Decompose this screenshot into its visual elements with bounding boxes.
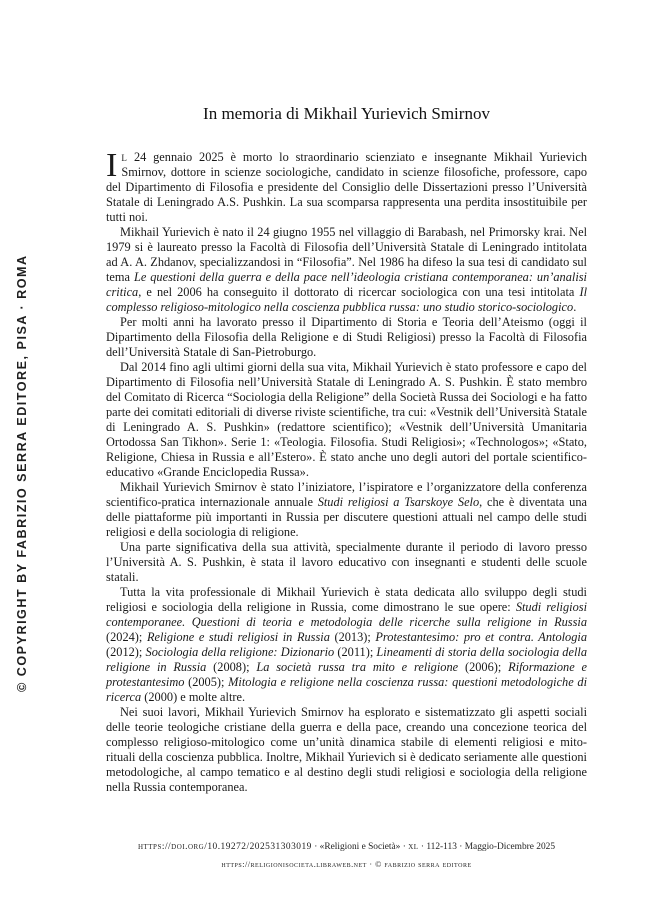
thesis-title-2006: Il complesso religioso-mitologico nella coscienza pubblica russa: uno studio storico-sociologico: [106, 285, 587, 314]
paragraph-7-text-o: (2005);: [184, 675, 229, 689]
work-title-2000: Mitologia e religione nella coscienza russa: questioni metodologiche di ricerca: [106, 675, 588, 704]
paragraph-7-text-g: (2012);: [106, 645, 146, 659]
paragraph-8: Nei suoi lavori, Mikhail Yurievich Smirnov ha esplorato e sistematizzato gli aspetti sociali delle teorie teologiche cristiane della guerra e della pace, creando una concezione teorica del complesso religioso-mitologico come un’unità dinamica stabile di elementi religiosi e mito-rituali della coscienza pubblica. Inoltre, Mikhail Yurievich si è dedicato seriamente alle questioni metodologiche, al campo tematico e al destino degli studi religiosi e sociologia della religione nella Russia contemporanea.: [106, 705, 587, 794]
work-title-2012: Protestantesimo: pro et contra. Antologia: [375, 630, 587, 644]
work-title-2006: La società russa tra mito e religione: [256, 660, 459, 674]
copyright-side-strip: [12, 232, 32, 692]
journal-name: · «Religioni e Società» ·: [311, 842, 409, 852]
paragraph-5-text-a: Mikhail Yurievich Smirnov è stato l’iniziatore, l’ispiratore e l’organizzatore della conferenza scientifico-pratica internazionale annuale: [106, 480, 587, 509]
paragraph-5-text-c: , che è diventata una delle piattaforme più importanti in Russia per discutere questioni attuali nel campo delle studi religiosi e della sociologia di religione.: [106, 495, 587, 539]
work-title-2008: Lineamenti di storia della sociologia della religione in Russia: [106, 645, 587, 674]
paragraph-7-text-i: (2011);: [334, 645, 377, 659]
article-title: In memoria di Mikhail Yurievich Smirnov: [203, 104, 490, 123]
citation-footer: [106, 840, 587, 854]
paragraph-2-text-e: .: [573, 300, 577, 314]
paragraph-7-text-q: (2000) e molte altre.: [141, 690, 246, 704]
paragraph-7-text-k: (2008);: [206, 660, 257, 674]
paragraph-2: [106, 225, 587, 315]
article: [106, 102, 587, 842]
doi-link[interactable]: https://doi.org/10.19272/202531303019: [137, 842, 312, 852]
volume-number: xl: [408, 842, 419, 852]
paragraph-3: Per molti anni ha lavorato presso il Dipartimento di Storia e Teoria dell’Ateismo (oggi il Dipartimento della Filosofia della Religione e di Studi Religiosi) presso la Facoltà di Filosofia dell’Università Statale di San-Pietroburgo.: [106, 315, 587, 359]
paragraph-6: Una parte significativa della sua attività, specialmente durante il periodo di lavoro presso l’Università A. S. Pushkin, è stata il lavoro educativo con insegnanti e studenti delle scuole statali.: [106, 540, 587, 584]
work-title-2013: Religione e studi religiosi in Russia: [146, 630, 330, 644]
work-title-2011: Sociologia della religione: Dizionario: [145, 645, 335, 659]
paragraph-2-text-c: , e nel 2006 ha conseguito il dottorato di ricercar sociologica con una tesi intitolata: [138, 285, 580, 299]
paragraph-7-text-e: (2013);: [329, 630, 376, 644]
publisher-footer: https://religionisocieta.libraweb.net · © fabrizio serra editore: [221, 860, 472, 869]
work-title-2024: Studi religiosi contemporanee. Questioni di teoria e metodologia delle ricerche sulla religione in Russia: [106, 600, 587, 629]
paragraph-2-text-a: Mikhail Yurievich è nato il 24 giugno 1955 nel villaggio di Barabash, nel Primorsky krai. Nel 1979 si è laureato presso la Facoltà di Filosofia dell’Università Statale di Leningrado intitolata ad A. A. Zhdanov, specializzandosi in “Filosofia”. Nel 1986 ha difeso la sua tesi di candidato sul tema: [106, 225, 587, 284]
paragraph-7-text-a: Tutta la vita professionale di Mikhail Yurievich è stata dedicata allo sviluppo degli studi religiosi e sociologia della religione in Russia, come dimostrano le sue opere:: [106, 585, 587, 614]
thesis-title-1986: Le questioni della guerra e della pace nell’ideologia cristiana contemporanea: un’analisi critica: [106, 270, 587, 299]
paragraph-5: [106, 480, 587, 540]
opening-small-caps: l: [121, 150, 128, 164]
paragraph-1: [106, 147, 587, 225]
copyright-notice: © COPYRIGHT BY FABRIZIO SERRA EDITORE, PISA · ROMA: [15, 254, 29, 692]
pages-and-date: · 112-113 · Maggio-Dicembre 2025: [418, 842, 556, 852]
paragraph-4: Dal 2014 fino agli ultimi giorni della sua vita, Mikhail Yurievich è stato professore e capo del Dipartimento di Filosofia nell’Università Statale di Leningrado A. S. Pushkin. È stato membro del Comitato di Ricerca “Sociologia della Religione” della Società Russa dei Sociologi e ha fatto parte dei comitati editoriali di diverse riviste scientifiche, tra cui: «Vestnik dell’Università Statale di Leningrado A. S. Pushkin» (redattore scientifico); «Vestnik dell’Università Umanitaria Ortodossa San Tikhon». Serie 1: «Teologia. Filosofia. Studi Religiosi»; «Technologos»; «Stato, Religione, Chiesa in Russia e all’Estero». È stato anche uno degli autori del portale scientifico-educativo «Grande Enciclopedia Russa».: [106, 360, 587, 479]
conference-title: Studi religiosi a Tsarskoye Selo: [317, 495, 480, 509]
paragraph-1-text: 24 gennaio 2025 è morto lo straordinario scienziato e insegnante Mikhail Yurievich Smirnov, dottore in scienze sociologiche, candidato in scienze filosofiche, professore, capo del Dipartimento di Filosofia e presidente del Consiglio delle Dissertazioni presso l’Università Statale di Leningrado A.S. Pushkin. La sua scomparsa rappresenta una perdita insostituibile per tutti noi.: [106, 150, 587, 224]
paragraph-7-text-m: (2006);: [458, 660, 509, 674]
work-title-2005: Riformazione e protestantesimo: [106, 660, 587, 689]
paragraph-7-text-c: (2024);: [106, 630, 147, 644]
drop-cap: I: [106, 147, 118, 184]
paragraph-7: [106, 585, 587, 705]
